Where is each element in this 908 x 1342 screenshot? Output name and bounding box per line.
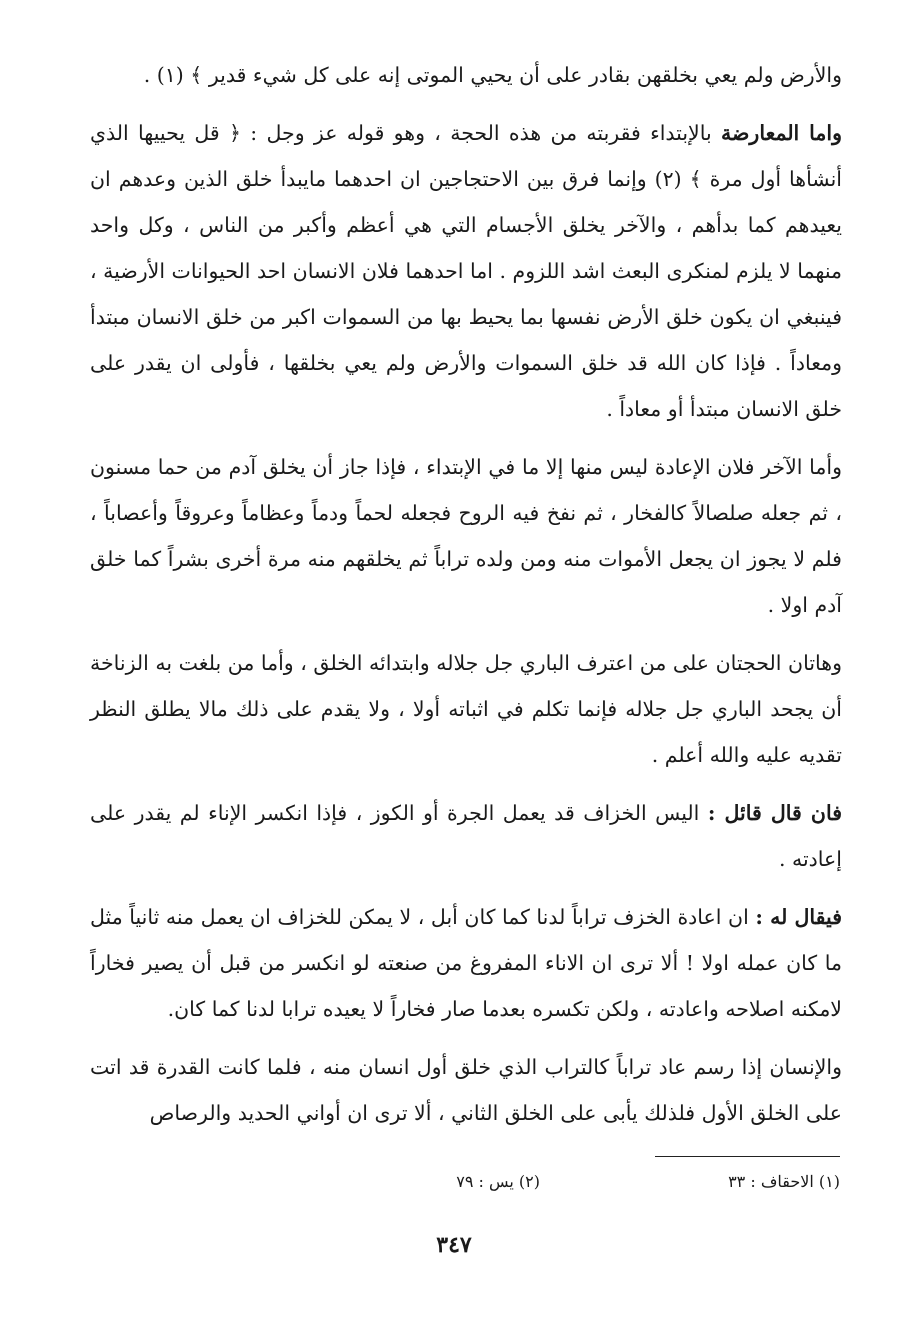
footnote-2: (٢) يس : ٧٩ <box>456 1172 540 1191</box>
paragraph-text: والإنسان إذا رسم عاد تراباً كالتراب الذي خلق أول انسان منه ، فلما كانت القدرة قد اتت على الخلق الأول فلذلك يأبى على الخلق الثاني ، ألا ترى ان أواني الحديد والرصاص <box>90 1055 842 1125</box>
paragraph-7 <box>90 1044 842 1136</box>
paragraph-6 <box>90 894 842 1032</box>
paragraph-text: وأما الآخر فلان الإعادة ليس منها إلا ما في الإبتداء ، فإذا جاز أن يخلق آدم من حما مسنون ، ثم جعله صلصالاً كالفخار ، ثم نفخ فيه الروح فجعله لحماً ودماً وعظاماً وعروقاً وأعصاباً ، فلم لا يجوز ان يجعل الأموات منه ومن ولده تراباً ثم يخلقهم منه مرة أخرى بشراً كما خلق آدم اولا . <box>90 455 842 617</box>
paragraph-4 <box>90 640 842 778</box>
paragraph-lead: واما المعارضة <box>721 121 843 145</box>
paragraph-lead: فان قال قائل : <box>707 801 842 825</box>
main-text <box>90 52 842 1148</box>
paragraph-text: والأرض ولم يعي بخلقهن بقادر على أن يحيي الموتى إنه على كل شيء قدير ﴾ (١) . <box>143 63 842 87</box>
page-number: ٣٤٧ <box>436 1232 472 1258</box>
paragraph-text: اليس الخزاف قد يعمل الجرة أو الكوز ، فإذا انكسر الإناء لم يقدر على إعادته . <box>90 801 842 871</box>
paragraph-text: ان اعادة الخزف تراباً لدنا كما كان أبل ، لا يمكن للخزاف ان يعمل منه ثانياً مثل ما كان عمله اولا ! ألا ترى ان الاناء المفروغ من صنعته لو انكسر من قبل أن يصير فخاراً لامكنه اصلاحه واعادته ، ولكن تكسره بعدما صار فخاراً لا يعيده ترابا لدنا كما كان. <box>90 905 842 1021</box>
footnote-separator <box>655 1156 840 1157</box>
paragraph-lead: فيقال له : <box>755 905 843 929</box>
paragraph-3 <box>90 444 842 628</box>
paragraph-text: بالإبتداء فقربته من هذه الحجة ، وهو قوله عز وجل : ﴿ قل يحييها الذي أنشأها أول مرة ﴾ (٢) وإنما فرق بين الاحتجاجين ان احدهما مايبدأ خلق الذين وعدهم ان يعيدهم كما بدأهم ، والآخر يخلق الأجسام التي هي أعظم وأكبر من الناس ، وكل واحد منهما لا يلزم لمنكرى البعث اشد اللزوم . اما احدهما فلان الانسان احد الحيوانات الأرضية ، فينبغي ان يكون خلق الأرض نفسها بما يحيط بها من السموات اكبر من خلق الانسان مبتدأ ومعاداً . فإذا كان الله قد خلق السموات والأرض ولم يعي بخلقها ، فأولى ان يقدر على خلق الانسان مبتدأ أو معاداً . <box>90 121 842 421</box>
paragraph-text: وهاتان الحجتان على من اعترف الباري جل جلاله وابتدائه الخلق ، وأما من بلغت به الزناخة أن يجحد الباري جل جلاله فإنما تكلم في اثباته أولا ، ولا يقدم على ذلك مالا يطلق النظر تقديه عليه والله أعلم . <box>90 651 842 767</box>
footnote-1: (١) الاحقاف : ٣٣ <box>728 1172 840 1191</box>
paragraph-5 <box>90 790 842 882</box>
paragraph-2 <box>90 110 842 432</box>
paragraph-1 <box>90 52 842 98</box>
